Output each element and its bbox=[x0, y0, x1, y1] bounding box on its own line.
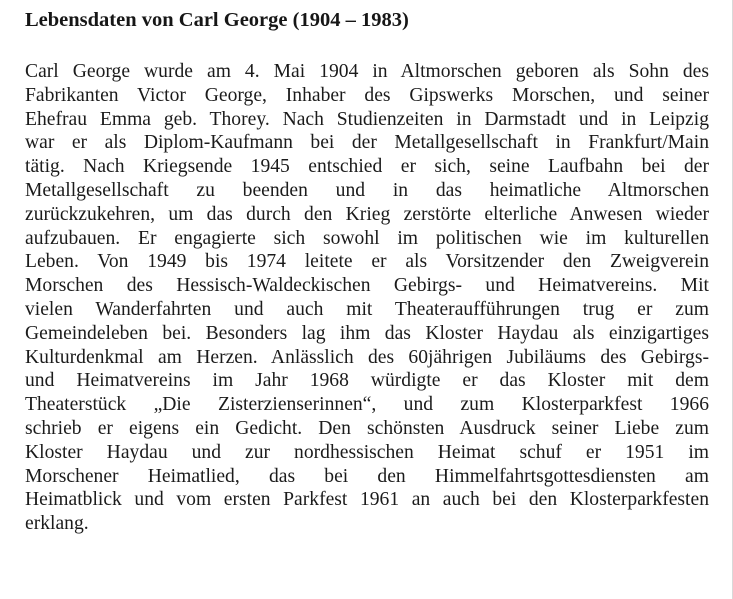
text-line: vielen Wanderfahrten und auch mit Theateraufführungen trug er zum bbox=[25, 298, 709, 320]
text-line: schrieb er eigens ein Gedicht. Den schönsten Ausdruck seiner Liebe zum bbox=[25, 417, 709, 439]
text-line: Carl George wurde am 4. Mai 1904 in Altmorschen geboren als Sohn des bbox=[25, 61, 709, 82]
text-line: und Heimatvereins im Jahr 1968 würdigte er das Kloster mit dem bbox=[25, 370, 709, 392]
text-line: aufzubauen. Er engagierte sich sowohl im politischen wie im kulturellen bbox=[25, 227, 709, 249]
text-line: Kulturdenkmal am Herzen. Anlässlich des 60jährigen Jubiläums des Gebirgs- bbox=[25, 346, 709, 368]
text-line: Kloster Haydau und zur nordhessischen Heimat schuf er 1951 im bbox=[25, 441, 709, 463]
text-line: Heimatblick und vom ersten Parkfest 1961 an auch bei den Klosterparkfesten bbox=[25, 489, 709, 511]
text-line: Gemeindeleben bei. Besonders lag ihm das Kloster Haydau als einzigartiges bbox=[25, 322, 709, 344]
text-line: tätig. Nach Kriegsende 1945 entschied er sich, seine Laufbahn bei der bbox=[25, 156, 709, 178]
text-line: Metallgesellschaft zu beenden und in das heimatliche Altmorschen bbox=[25, 179, 709, 201]
text-line: war er als Diplom-Kaufmann bei der Metallgesellschaft in Frankfurt/Main bbox=[25, 132, 709, 154]
text-line: Fabrikanten Victor George, Inhaber des Gipswerks Morschen, und seiner bbox=[25, 84, 709, 106]
document-title: Lebensdaten von Carl George (1904 – 1983) bbox=[25, 9, 409, 31]
text-line: Ehefrau Emma geb. Thorey. Nach Studienzeiten in Darmstadt und in Leipzig bbox=[25, 108, 709, 130]
text-line: Morschener Heimatlied, das bei den Himmelfahrtsgottesdiensten am bbox=[25, 465, 709, 487]
biography-paragraph bbox=[25, 60, 709, 536]
text-line: Leben. Von 1949 bis 1974 leitete er als Vorsitzender den Zweigverein bbox=[25, 251, 709, 273]
text-line: Theaterstück „Die Zisterzienserinnen“, und zum Klosterparkfest 1966 bbox=[25, 394, 709, 416]
text-line: Morschen des Hessisch-Waldeckischen Gebirgs- und Heimatvereins. Mit bbox=[25, 275, 709, 297]
text-line: zurückzukehren, um das durch den Krieg zerstörte elterliche Anwesen wieder bbox=[25, 203, 709, 225]
text-line: erklang. bbox=[25, 513, 89, 535]
